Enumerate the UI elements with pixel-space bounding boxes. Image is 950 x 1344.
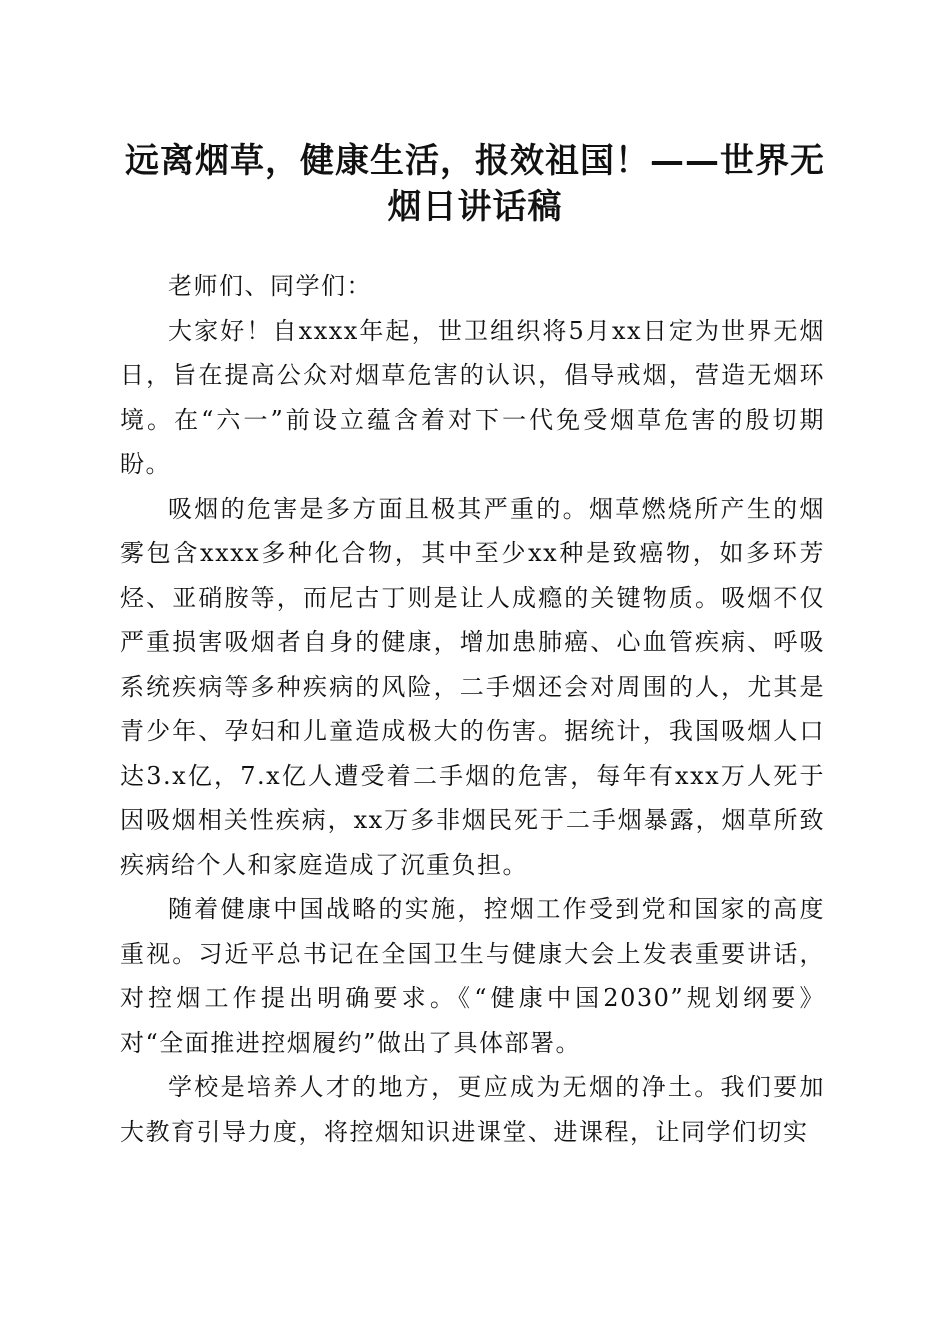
document-title-line-1: 远离烟草，健康生活，报效祖国！——世界无 — [125, 141, 825, 181]
paragraph-4: 学校是培养人才的地方，更应成为无烟的净土。我们要加大教育引导力度，将控烟知识进课堂、进课程，让同学们切实 — [120, 1073, 825, 1146]
document-title — [110, 138, 840, 230]
paragraph-3: 随着健康中国战略的实施，控烟工作受到党和国家的高度重视。习近平总书记在全国卫生与健康大会上发表重要讲话，对控烟工作提出明确要求。《“健康中国2030”规划纲要》对“全面推进控烟履约”做出了具体部署。 — [120, 895, 825, 1057]
paragraph-2: 吸烟的危害是多方面且极其严重的。烟草燃烧所产生的烟雾包含xxxx多种化合物，其中至少xx种是致癌物，如多环芳烃、亚硝胺等，而尼古丁则是让人成瘾的关键物质。吸烟不仅严重损害吸烟者自身的健康，增加患肺癌、心血管疾病、呼吸系统疾病等多种疾病的风险，二手烟还会对周围的人，尤其是青少年、孕妇和儿童造成极大的伤害。据统计，我国吸烟人口达3.x亿，7.x亿人遭受着二手烟的危害，每年有xxx万人死于因吸烟相关性疾病，xx万多非烟民死于二手烟暴露，烟草所致疾病给个人和家庭造成了沉重负担。 — [120, 494, 825, 879]
salutation: 老师们、同学们： — [168, 272, 372, 300]
document-body — [120, 264, 825, 1154]
document-title-line-2: 烟日讲话稿 — [387, 187, 563, 227]
paragraph-1: 大家好！自xxxx年起，世卫组织将5月xx日定为世界无烟日，旨在提高公众对烟草危害的认识，倡导戒烟，营造无烟环境。在“六一”前设立蕴含着对下一代免受烟草危害的殷切期盼。 — [120, 316, 825, 478]
